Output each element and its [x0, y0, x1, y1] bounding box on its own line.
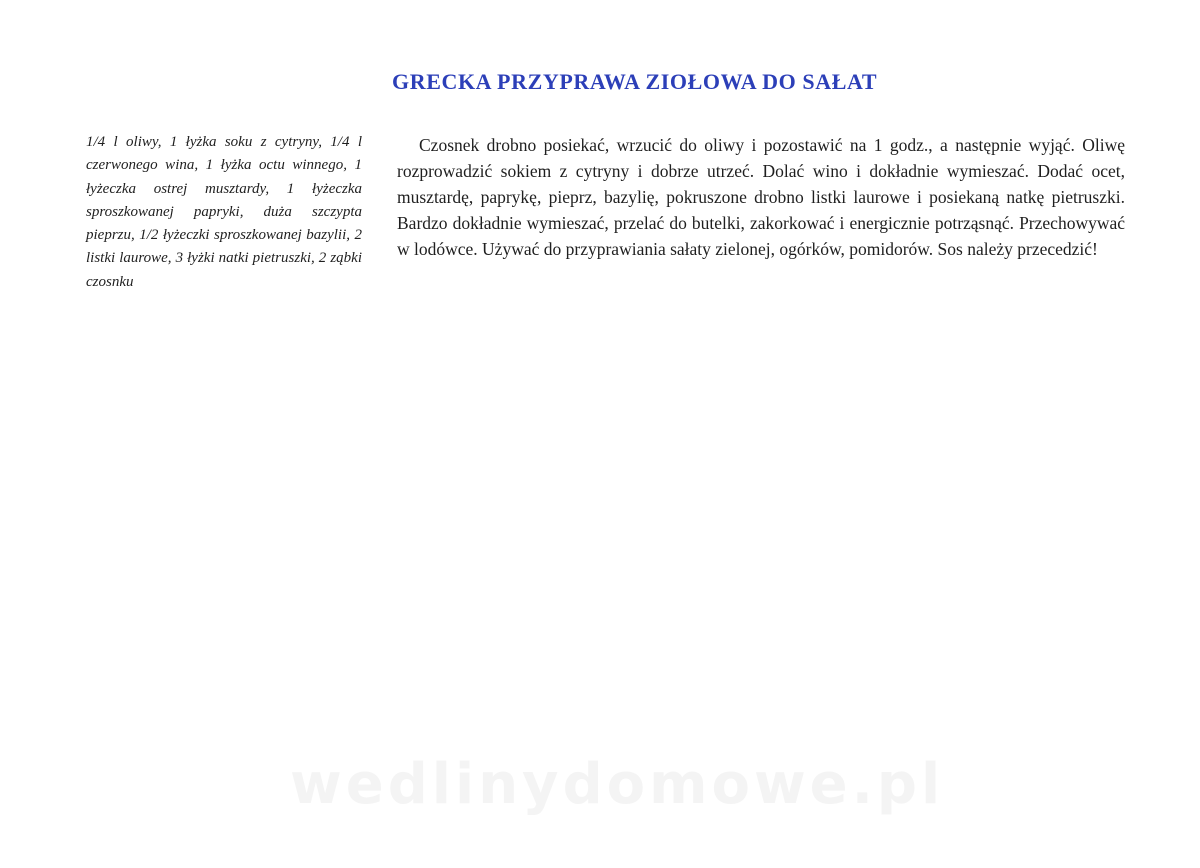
- recipe-instructions: Czosnek drobno posiekać, wrzucić do oliwy i pozostawić na 1 godz., a następnie wyjąć. Oliwę rozprowadzić sokiem z cytryny i dobrze utrzeć. Dolać wino i dokładnie wymieszać. Dodać ocet, musztardę, paprykę, pieprz, bazylię, pokruszone drobno listki laurowe i posiekaną natkę pietruszki. Bardzo dokładnie wymieszać, przelać do butelki, zakorkować i energicznie potrząsnąć. Przechowywać w lodówce. Używać do przyprawiania sałaty zielonej, ogórków, pomidorów. Sos należy przecedzić!: [397, 134, 1125, 260]
- recipe-title: GRECKA PRZYPRAWA ZIOŁOWA DO SAŁAT: [392, 68, 878, 94]
- watermark: wedlinydomowe.pl: [290, 752, 945, 817]
- ingredients-list: 1/4 l oliwy, 1 łyżka soku z cytryny, 1/4 l czerwonego wina, 1 łyżka octu winnego, 1 łyżeczka ostrej musztardy, 1 łyżeczka sproszkowanej papryki, duża szczypta pieprzu, 1/2 łyżeczki sproszkowanej bazylii, 2 listki laurowe, 3 łyżki natki pietruszki, 2 ząbki czosnku: [86, 134, 362, 290]
